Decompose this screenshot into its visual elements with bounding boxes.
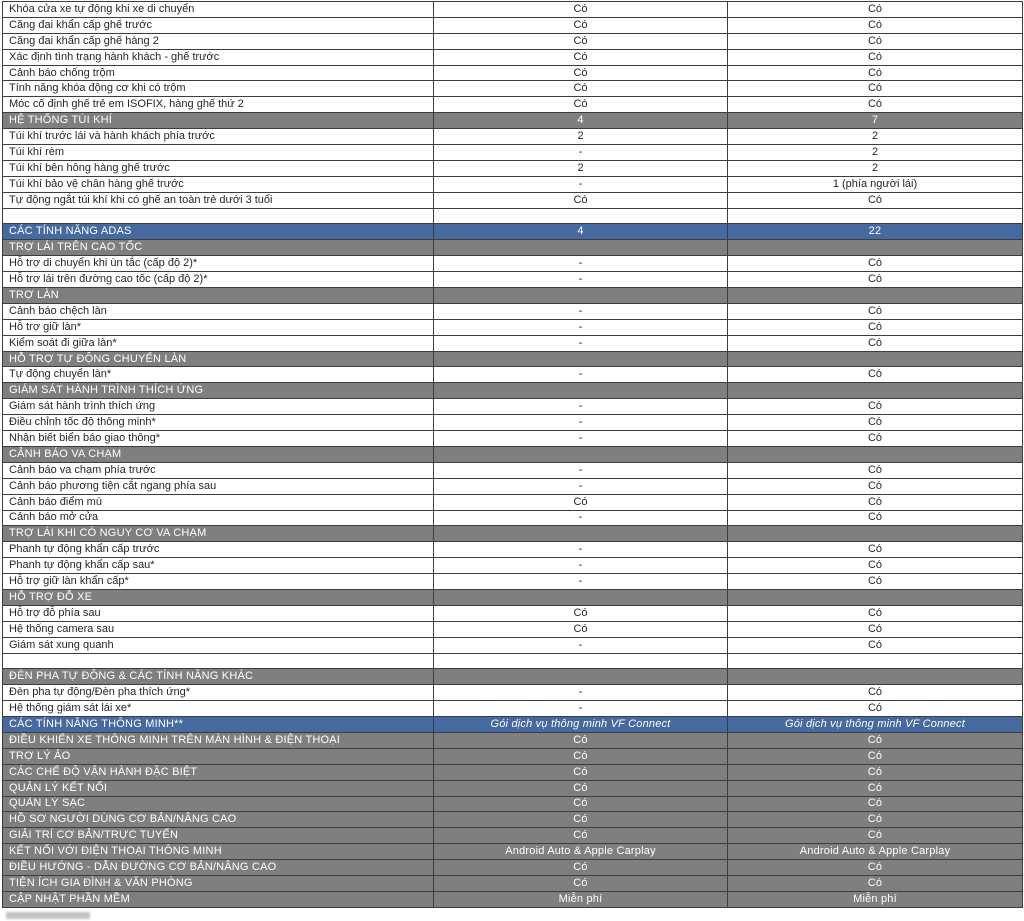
feature-row <box>3 129 1023 145</box>
feature-row <box>3 701 1023 717</box>
feature-label-cell: KẾT NỐI VỚI ĐIỆN THOẠI THÔNG MINH <box>3 844 434 860</box>
feature-row <box>3 605 1023 621</box>
variant1-value-cell <box>434 351 728 367</box>
variant2-value-cell: Có <box>728 621 1023 637</box>
variant1-value-cell: - <box>434 335 728 351</box>
section-row <box>3 669 1023 685</box>
variant1-value-cell: Có <box>434 860 728 876</box>
variant1-value-cell: - <box>434 478 728 494</box>
feature-label-cell: Hệ thống giám sát lái xe* <box>3 701 434 717</box>
feature-label-cell: GIẢI TRÍ CƠ BẢN/TRỰC TUYẾN <box>3 828 434 844</box>
variant2-value-cell: Có <box>728 415 1023 431</box>
variant1-value-cell: Có <box>434 764 728 780</box>
feature-label-cell: Phanh tự động khẩn cấp trước <box>3 542 434 558</box>
feature-label-cell: HỖ TRỢ TỰ ĐỘNG CHUYỂN LÀN <box>3 351 434 367</box>
variant1-value-cell: Có <box>434 732 728 748</box>
variant2-value-cell: Miễn phí <box>728 891 1023 907</box>
variant2-value-cell <box>728 383 1023 399</box>
variant2-value-cell: 22 <box>728 224 1023 240</box>
variant1-value-cell: Có <box>434 65 728 81</box>
feature-label-cell: Cảnh báo chệch làn <box>3 303 434 319</box>
variant2-value-cell: Có <box>728 637 1023 653</box>
feature-label-cell: HỒ SƠ NGƯỜI DÙNG CƠ BẢN/NÂNG CAO <box>3 812 434 828</box>
variant1-value-cell: Gói dịch vụ thông minh VF Connect <box>434 717 728 733</box>
section-row <box>3 844 1023 860</box>
feature-label-cell: Tự động chuyển làn* <box>3 367 434 383</box>
spacer-row <box>3 653 1023 669</box>
feature-label-cell: Tự động ngắt túi khí khi có ghế an toàn trẻ dưới 3 tuổi <box>3 192 434 208</box>
variant2-value-cell: Android Auto & Apple Carplay <box>728 844 1023 860</box>
feature-label-cell: Hỗ trợ di chuyển khi ùn tắc (cấp độ 2)* <box>3 256 434 272</box>
feature-label-cell: QUẢN LÝ KẾT NỐI <box>3 780 434 796</box>
variant1-value-cell: Có <box>434 780 728 796</box>
variant2-value-cell: Có <box>728 33 1023 49</box>
section-row <box>3 780 1023 796</box>
feature-label-cell: CÁC TÍNH NĂNG ADAS <box>3 224 434 240</box>
variant2-value-cell: Có <box>728 192 1023 208</box>
feature-row <box>3 2 1023 18</box>
variant1-value-cell: - <box>434 256 728 272</box>
variant2-value-cell: Có <box>728 558 1023 574</box>
variant1-value-cell: Có <box>434 812 728 828</box>
section-row <box>3 526 1023 542</box>
feature-label-cell: HỖ TRỢ ĐỖ XE <box>3 589 434 605</box>
variant2-value-cell: Có <box>728 2 1023 18</box>
variant2-value-cell: Có <box>728 97 1023 113</box>
variant1-value-cell: Có <box>434 2 728 18</box>
feature-row <box>3 574 1023 590</box>
variant1-value-cell: - <box>434 303 728 319</box>
feature-row <box>3 494 1023 510</box>
variant1-value-cell <box>434 653 728 669</box>
feature-label-cell: Hỗ trợ đỗ phía sau <box>3 605 434 621</box>
feature-label-cell: Kiểm soát đi giữa làn* <box>3 335 434 351</box>
feature-label-cell: CÁC CHẾ ĐỘ VẬN HÀNH ĐẶC BIỆT <box>3 764 434 780</box>
variant2-value-cell: Có <box>728 462 1023 478</box>
feature-row <box>3 685 1023 701</box>
feature-label-cell: HỆ THỐNG TÚI KHÍ <box>3 113 434 129</box>
variant1-value-cell: - <box>434 145 728 161</box>
feature-label-cell: Phanh tự động khẩn cấp sau* <box>3 558 434 574</box>
feature-label-cell: Túi khí rèm <box>3 145 434 161</box>
variant2-value-cell: Có <box>728 764 1023 780</box>
feature-label-cell: Giám sát hành trình thích ứng <box>3 399 434 415</box>
variant2-value-cell <box>728 351 1023 367</box>
variant2-value-cell: Có <box>728 478 1023 494</box>
feature-row <box>3 367 1023 383</box>
feature-row <box>3 303 1023 319</box>
variant1-value-cell <box>434 446 728 462</box>
feature-label-cell: Cảnh báo điểm mù <box>3 494 434 510</box>
section-row <box>3 875 1023 891</box>
variant1-value-cell <box>434 526 728 542</box>
variant1-value-cell <box>434 669 728 685</box>
feature-row <box>3 510 1023 526</box>
variant1-value-cell: Có <box>434 192 728 208</box>
feature-label-cell: Hỗ trợ giữ làn* <box>3 319 434 335</box>
variant1-value-cell <box>434 288 728 304</box>
section-row-highlight <box>3 224 1023 240</box>
variant2-value-cell: Có <box>728 812 1023 828</box>
section-row <box>3 828 1023 844</box>
variant1-value-cell: - <box>434 510 728 526</box>
variant2-value-cell: Có <box>728 685 1023 701</box>
variant1-value-cell: Có <box>434 605 728 621</box>
variant2-value-cell: Có <box>728 303 1023 319</box>
variant2-value-cell: 2 <box>728 160 1023 176</box>
variant1-value-cell: - <box>434 558 728 574</box>
feature-label-cell: CẢNH BÁO VA CHẠM <box>3 446 434 462</box>
variant2-value-cell: Có <box>728 574 1023 590</box>
variant2-value-cell: Có <box>728 399 1023 415</box>
variant2-value-cell: 7 <box>728 113 1023 129</box>
variant2-value-cell: Có <box>728 732 1023 748</box>
variant1-value-cell: - <box>434 272 728 288</box>
variant1-value-cell: Có <box>434 748 728 764</box>
variant1-value-cell: - <box>434 431 728 447</box>
feature-label-cell: Căng đai khẩn cấp ghế trước <box>3 17 434 33</box>
feature-label-cell: Xác định tình trạng hành khách - ghế trước <box>3 49 434 65</box>
variant2-value-cell: Có <box>728 748 1023 764</box>
variant1-value-cell: - <box>434 701 728 717</box>
variant2-value-cell: Có <box>728 860 1023 876</box>
section-row <box>3 589 1023 605</box>
variant2-value-cell: Có <box>728 335 1023 351</box>
feature-label-cell: Tính năng khóa động cơ khi có trộm <box>3 81 434 97</box>
variant2-value-cell <box>728 446 1023 462</box>
variant2-value-cell: 2 <box>728 145 1023 161</box>
feature-label-cell: QUẢN LÝ SẠC <box>3 796 434 812</box>
variant2-value-cell: Có <box>728 510 1023 526</box>
feature-row <box>3 272 1023 288</box>
feature-row <box>3 33 1023 49</box>
variant2-value-cell <box>728 526 1023 542</box>
variant1-value-cell: 4 <box>434 113 728 129</box>
variant2-value-cell <box>728 589 1023 605</box>
variant1-value-cell: Miễn phí <box>434 891 728 907</box>
variant2-value-cell: Có <box>728 828 1023 844</box>
feature-row <box>3 97 1023 113</box>
feature-row <box>3 192 1023 208</box>
feature-row <box>3 478 1023 494</box>
section-row <box>3 351 1023 367</box>
variant2-value-cell: Có <box>728 319 1023 335</box>
feature-label-cell: Hỗ trợ giữ làn khẩn cấp* <box>3 574 434 590</box>
variant2-value-cell: Có <box>728 49 1023 65</box>
variant1-value-cell: Có <box>434 17 728 33</box>
feature-label-cell: ĐIỀU KHIỂN XE THÔNG MINH TRÊN MÀN HÌNH & ĐIỆN THOẠI <box>3 732 434 748</box>
feature-row <box>3 49 1023 65</box>
variant1-value-cell: - <box>434 574 728 590</box>
feature-row <box>3 81 1023 97</box>
feature-row <box>3 145 1023 161</box>
feature-label-cell: TIỆN ÍCH GIA ĐÌNH & VĂN PHÒNG <box>3 875 434 891</box>
variant2-value-cell <box>728 288 1023 304</box>
variant1-value-cell <box>434 208 728 224</box>
feature-row <box>3 431 1023 447</box>
variant2-value-cell <box>728 669 1023 685</box>
feature-label-cell: TRỢ LÝ ẢO <box>3 748 434 764</box>
variant1-value-cell: - <box>434 319 728 335</box>
feature-label-cell: Hỗ trợ lái trên đường cao tốc (cấp độ 2)* <box>3 272 434 288</box>
section-row <box>3 113 1023 129</box>
feature-label-cell <box>3 208 434 224</box>
spacer-row <box>3 208 1023 224</box>
variant1-value-cell: - <box>434 542 728 558</box>
feature-row <box>3 65 1023 81</box>
variant1-value-cell: Có <box>434 621 728 637</box>
feature-row <box>3 637 1023 653</box>
spec-table-body <box>3 2 1023 908</box>
feature-label-cell: Căng đai khẩn cấp ghế hàng 2 <box>3 33 434 49</box>
feature-label-cell: GIÁM SÁT HÀNH TRÌNH THÍCH ỨNG <box>3 383 434 399</box>
section-row <box>3 383 1023 399</box>
variant2-value-cell: Có <box>728 796 1023 812</box>
feature-row <box>3 399 1023 415</box>
feature-label-cell: Cảnh báo phương tiện cắt ngang phía sau <box>3 478 434 494</box>
feature-label-cell: TRỢ LÁI KHI CÓ NGUY CƠ VA CHẠM <box>3 526 434 542</box>
variant2-value-cell: Có <box>728 65 1023 81</box>
feature-label-cell: Móc cố định ghế trẻ em ISOFIX, hàng ghế thứ 2 <box>3 97 434 113</box>
variant2-value-cell: Gói dịch vụ thông minh VF Connect <box>728 717 1023 733</box>
variant1-value-cell: Android Auto & Apple Carplay <box>434 844 728 860</box>
section-row <box>3 288 1023 304</box>
variant2-value-cell: 1 (phía người lái) <box>728 176 1023 192</box>
variant1-value-cell: - <box>434 462 728 478</box>
feature-row <box>3 17 1023 33</box>
variant1-value-cell: - <box>434 637 728 653</box>
variant2-value-cell: Có <box>728 875 1023 891</box>
feature-label-cell: ĐÈN PHA TỰ ĐỘNG & CÁC TÍNH NĂNG KHÁC <box>3 669 434 685</box>
feature-label-cell: Cảnh báo chống trộm <box>3 65 434 81</box>
feature-label-cell: Nhận biết biển báo giao thông* <box>3 431 434 447</box>
feature-row <box>3 415 1023 431</box>
feature-label-cell <box>3 653 434 669</box>
spec-comparison-table <box>2 1 1023 908</box>
feature-label-cell: CÁC TÍNH NĂNG THÔNG MINH** <box>3 717 434 733</box>
variant1-value-cell: - <box>434 415 728 431</box>
variant1-value-cell: Có <box>434 494 728 510</box>
variant1-value-cell: Có <box>434 828 728 844</box>
variant1-value-cell: - <box>434 176 728 192</box>
variant2-value-cell: Có <box>728 542 1023 558</box>
variant2-value-cell: Có <box>728 494 1023 510</box>
feature-row <box>3 621 1023 637</box>
feature-label-cell: ĐIỀU HƯỚNG - DẪN ĐƯỜNG CƠ BẢN/NÂNG CAO <box>3 860 434 876</box>
variant2-value-cell: Có <box>728 605 1023 621</box>
variant1-value-cell: 2 <box>434 129 728 145</box>
feature-row <box>3 160 1023 176</box>
variant1-value-cell: Có <box>434 875 728 891</box>
variant2-value-cell: Có <box>728 701 1023 717</box>
feature-label-cell: Giám sát xung quanh <box>3 637 434 653</box>
variant1-value-cell: - <box>434 685 728 701</box>
feature-label-cell: Đèn pha tự động/Đèn pha thích ứng* <box>3 685 434 701</box>
variant1-value-cell <box>434 383 728 399</box>
feature-label-cell: Điều chỉnh tốc độ thông minh* <box>3 415 434 431</box>
feature-row <box>3 256 1023 272</box>
feature-label-cell: Hệ thống camera sau <box>3 621 434 637</box>
variant2-value-cell: Có <box>728 81 1023 97</box>
section-row <box>3 796 1023 812</box>
variant2-value-cell <box>728 208 1023 224</box>
variant1-value-cell: Có <box>434 796 728 812</box>
section-row <box>3 812 1023 828</box>
variant2-value-cell: Có <box>728 780 1023 796</box>
cropped-row-artifact <box>6 912 90 919</box>
feature-row <box>3 558 1023 574</box>
feature-label-cell: Túi khí bảo vệ chân hàng ghế trước <box>3 176 434 192</box>
variant1-value-cell: - <box>434 367 728 383</box>
variant1-value-cell <box>434 240 728 256</box>
variant1-value-cell <box>434 589 728 605</box>
variant2-value-cell: Có <box>728 431 1023 447</box>
section-row <box>3 446 1023 462</box>
feature-row <box>3 319 1023 335</box>
variant1-value-cell: Có <box>434 49 728 65</box>
variant1-value-cell: Có <box>434 97 728 113</box>
variant1-value-cell: Có <box>434 33 728 49</box>
feature-row <box>3 176 1023 192</box>
variant2-value-cell: Có <box>728 256 1023 272</box>
variant2-value-cell: Có <box>728 272 1023 288</box>
section-row <box>3 732 1023 748</box>
feature-label-cell: Cảnh báo mở cửa <box>3 510 434 526</box>
section-row <box>3 891 1023 907</box>
feature-row <box>3 335 1023 351</box>
variant1-value-cell: 2 <box>434 160 728 176</box>
feature-row <box>3 542 1023 558</box>
variant1-value-cell: - <box>434 399 728 415</box>
variant1-value-cell: 4 <box>434 224 728 240</box>
feature-row <box>3 462 1023 478</box>
section-row <box>3 764 1023 780</box>
variant2-value-cell: Có <box>728 17 1023 33</box>
variant1-value-cell: Có <box>434 81 728 97</box>
feature-label-cell: Cảnh báo va chạm phía trước <box>3 462 434 478</box>
variant2-value-cell: 2 <box>728 129 1023 145</box>
variant2-value-cell <box>728 653 1023 669</box>
feature-label-cell: Khóa cửa xe tự động khi xe di chuyển <box>3 2 434 18</box>
section-row <box>3 748 1023 764</box>
feature-label-cell: TRỢ LÀN <box>3 288 434 304</box>
section-row <box>3 860 1023 876</box>
feature-label-cell: TRỢ LÁI TRÊN CAO TỐC <box>3 240 434 256</box>
feature-label-cell: CẬP NHẬT PHẦN MỀM <box>3 891 434 907</box>
variant2-value-cell <box>728 240 1023 256</box>
section-row <box>3 240 1023 256</box>
section-row-highlight <box>3 717 1023 733</box>
feature-label-cell: Túi khí bên hông hàng ghế trước <box>3 160 434 176</box>
variant2-value-cell: Có <box>728 367 1023 383</box>
feature-label-cell: Túi khí trước lái và hành khách phía trước <box>3 129 434 145</box>
